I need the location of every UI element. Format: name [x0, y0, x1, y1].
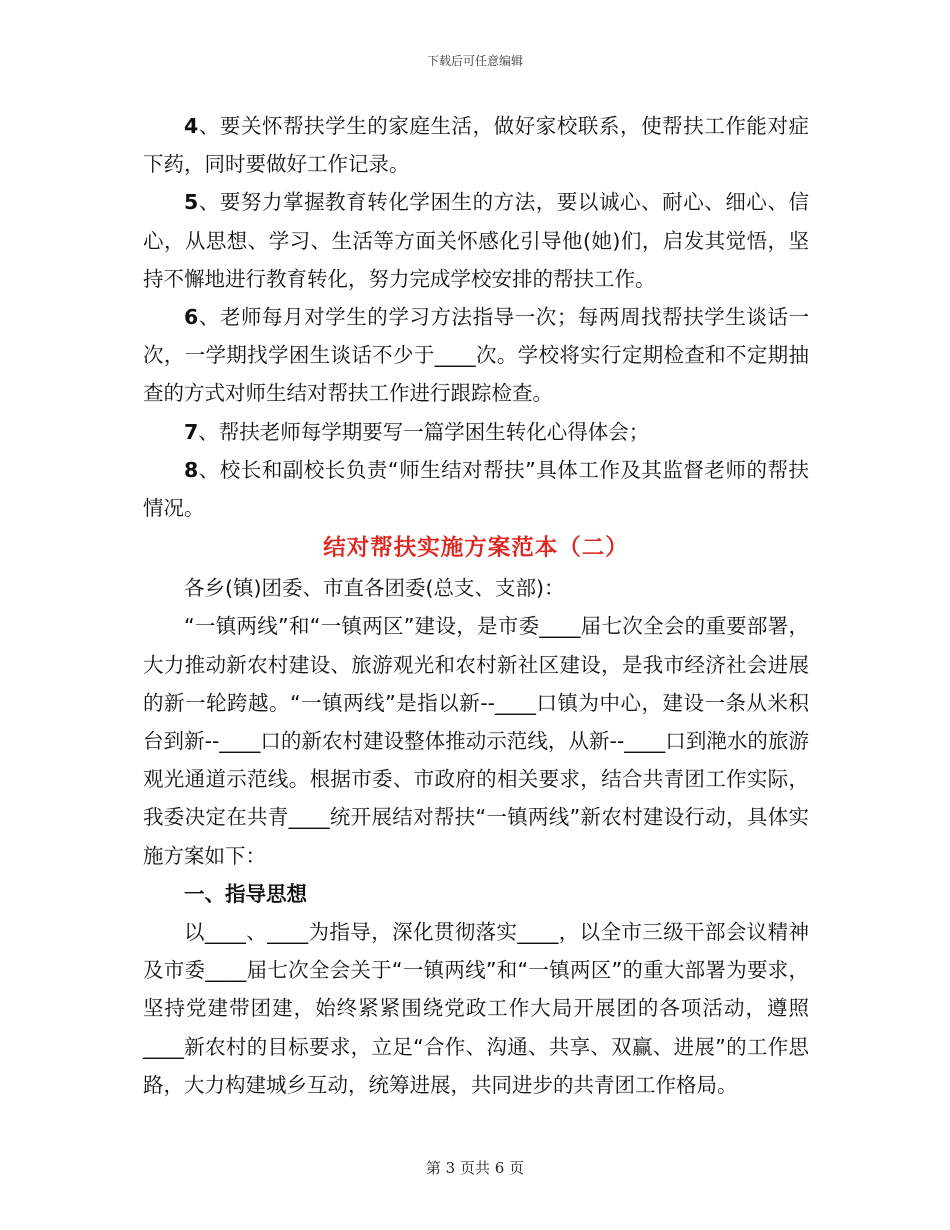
item-number: 8 — [184, 457, 199, 482]
list-item-8 — [143, 451, 809, 527]
intro-paragraph: “一镇两线”和“一镇两区”建设，是市委____届七次全会的重要部署，大力推动新农村建设、旅游观光和农村新社区建设，是我市经济社会进展的新一轮跨越。“一镇两线”是指以新--____口镇为中心，建设一条从米积台到新--____口的新农村建设整体推动示范线，从新--____口到滟水的旅游观光通道示范线。根据市委、市政府的相关要求，结合共青团工作实际，我委决定在共青____统开展结对帮扶“一镇两线”新农村建设行动，具体实施方案如下： — [143, 614, 809, 868]
item-number: 5 — [184, 190, 199, 215]
list-item-4 — [143, 107, 809, 183]
salutation: 各乡(镇)团委、市直各团委(总支、支部)： — [184, 576, 565, 601]
guiding-paragraph: 以____、____为指导，深化贯彻落实____，以全市三级干部会议精神及市委____届七次全会关于“一镇两线”和“一镇两区”的重大部署为要求，坚持党建带团建，始终紧紧围绕党政工作大局开展团的各项活动，遵照____新农村的目标要求，立足“合作、沟通、共享、双赢、进展”的工作思路，大力构建城乡互动，统筹进展，共同进步的共青团工作格局。 — [143, 920, 809, 1097]
page-header: 下载后可任意编辑 — [426, 54, 523, 68]
heading-guiding-ideology: 一、指导思想 — [184, 881, 307, 906]
section-title: 结对帮扶实施方案范本（二） — [323, 535, 629, 562]
item-text: 、校长和副校长负责“师生结对帮扶”具体工作及其监督老师的帮扶情况。 — [143, 457, 809, 521]
item-number: 7 — [184, 419, 199, 444]
item-number: 6 — [184, 305, 199, 330]
list-item-7 — [143, 413, 809, 451]
list-item-6 — [143, 298, 809, 413]
item-number: 4 — [184, 114, 199, 138]
item-text: 、要关怀帮扶学生的家庭生活，做好家校联系，使帮扶工作能对症下药，同时要做好工作记录。 — [143, 114, 809, 177]
item-text: 、帮扶老师每学期要写一篇学困生转化心得体会； — [198, 419, 650, 444]
item-text: 、要努力掌握教育转化学困生的方法，要以诚心、耐心、细心、信心，从思想、学习、生活等方面关怀感化引导他(她)们，启发其觉悟，坚持不懈地进行教育转化，努力完成学校安排的帮扶工作。 — [143, 190, 809, 291]
item-text: 、老师每月对学生的学习方法指导一次；每两周找帮扶学生谈话一次，一学期找学困生谈话不少于____次。学校将实行定期检查和不定期抽查的方式对师生结对帮扶工作进行跟踪检查。 — [143, 305, 809, 406]
page-footer: 第 3 页共 6 页 — [425, 1159, 525, 1177]
list-item-5 — [143, 183, 809, 298]
document-body — [143, 107, 809, 1104]
